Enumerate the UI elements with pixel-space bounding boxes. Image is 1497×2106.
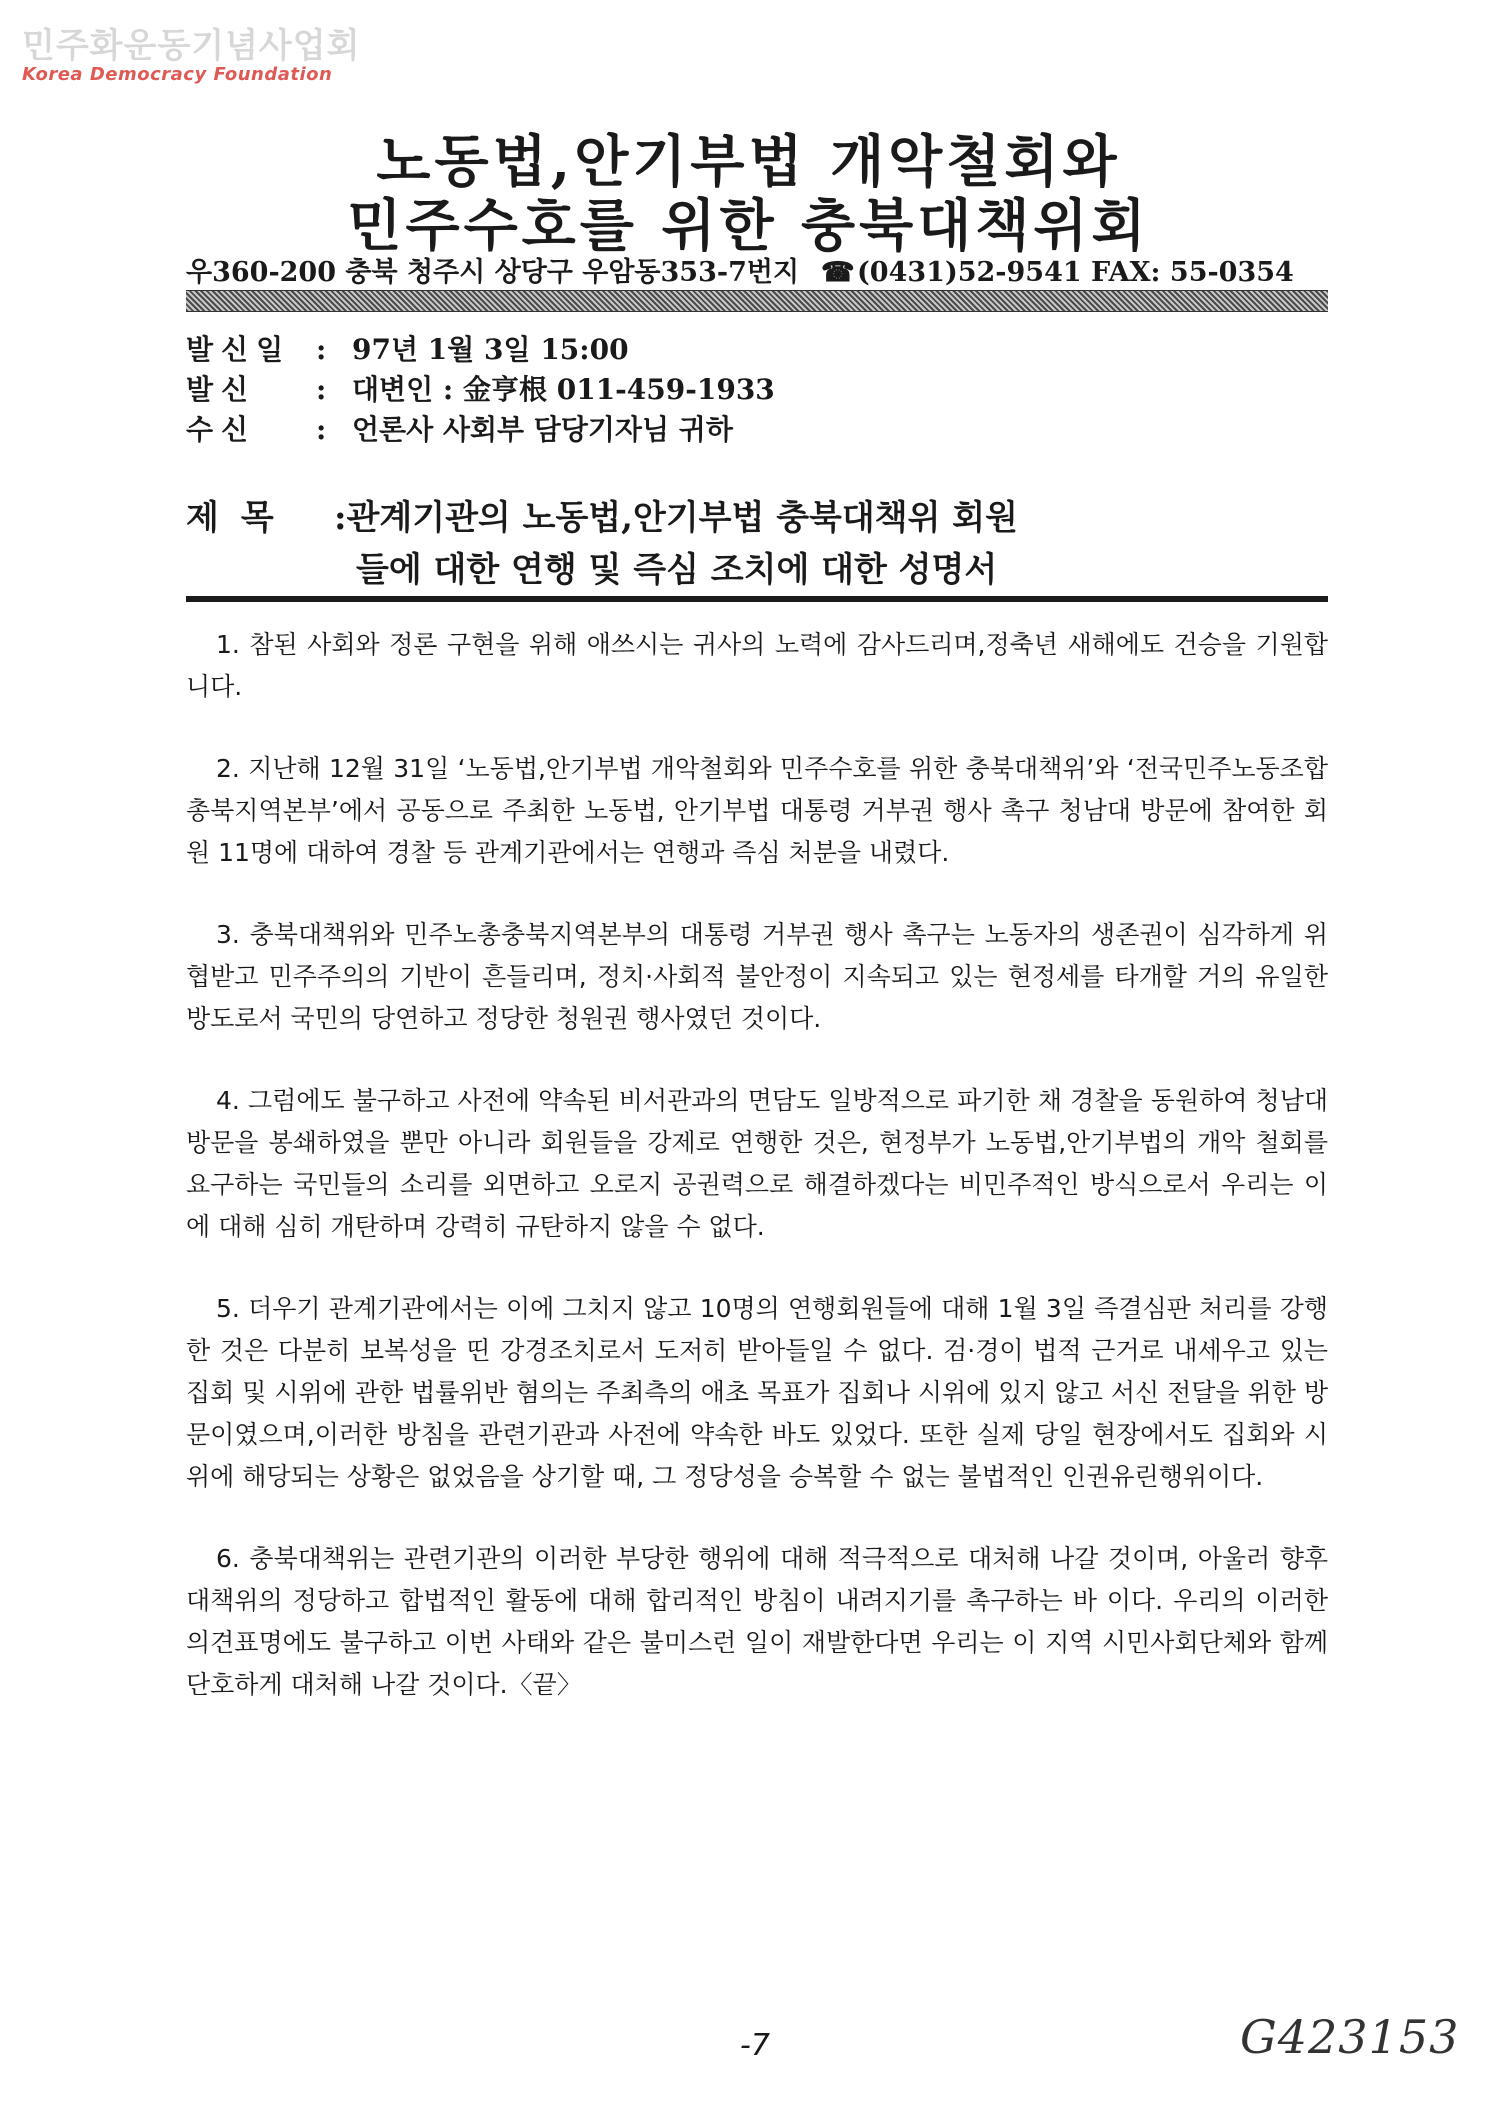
subject-label: 제목 [186, 498, 296, 538]
meta-sender-row [186, 368, 775, 408]
phone-icon: ☎ [821, 257, 855, 288]
recipient-label: 수신 [186, 413, 257, 446]
recipient-colon: : [316, 413, 327, 446]
contact-numbers: (0431)52-9541 FAX: 55-0354 [857, 257, 1294, 288]
subject-block [186, 492, 1336, 596]
paragraph-2: 2. 지난해 12월 31일 ‘노동법,안기부법 개악철회와 민주수호를 위한 충북대책위’와 ‘전국민주노동조합총북지역본부’에서 공동으로 주최한 노동법, 안기부법 대통령 거부권 행사 촉구 청남대 방문에 참여한 회원 11명에 대하여 경찰 등 관계기관에서는 연행과 즉심 처분을 내렸다. [186, 754, 1328, 867]
watermark-korean: 민주화운동기념사업회 [22, 26, 361, 66]
address-text: 우360-200 충북 청주시 상당구 우암동353-7번지 [186, 257, 800, 288]
subject-line2: 들에 대한 연행 및 즉심 조치에 대한 성명서 [356, 550, 998, 590]
address-line [186, 250, 1316, 289]
recipient-value: 언론사 사회부 담당기자님 귀하 [352, 413, 733, 446]
paragraph-6: 6. 충북대책위는 관련기관의 이러한 부당한 행위에 대해 적극적으로 대처해 나갈 것이며, 아울러 향후 대책위의 정당하고 합법적인 활동에 대해 합리적인 방침이 내려지기를 촉구하는 바 이다. 우리의 이러한 의견표명에도 불구하고 이번 사태와 같은 불미스런 일이 재발한다면 우리는 이 지역 시민사회단체와 함께 단호하게 대처해 나갈 것이다.〈끝〉 [186, 1544, 1328, 1699]
sender-value: 대변인 : 金亨根 011-459-1933 [352, 373, 775, 406]
date-label: 발신일 [186, 333, 292, 366]
date-value: 97년 1월 3일 15:00 [352, 333, 629, 366]
paragraph-5: 5. 더우기 관계기관에서는 이에 그치지 않고 10명의 연행회원들에 대해 1월 3일 즉결심판 처리를 강행한 것은 다분히 보복성을 띤 강경조치로서 도저히 받아들일 수 없다. 검·경이 법적 근거로 내세우고 있는 집회 및 시위에 관한 법률위반 혐의는 주최측의 애초 목표가 집회나 시위에 있지 않고 서신 전달을 위한 방문이였으며,이러한 방침을 관련기관과 사전에 약속한 바도 있었다. 또한 실제 당일 현장에서도 집회와 시위에 해당되는 상황은 없었음을 상기할 때, 그 정당성을 승복할 수 없는 불법적인 인권유린행위이다. [186, 1294, 1328, 1491]
paragraph-1: 1. 참된 사회와 정론 구현을 위해 애쓰시는 귀사의 노력에 감사드리며,정축년 새해에도 건승을 기원합니다. [186, 630, 1328, 701]
handwritten-document-id: G423153 [1240, 2010, 1460, 2064]
sender-colon: : [316, 373, 327, 406]
paragraph-3: 3. 충북대책위와 민주노총충북지역본부의 대통령 거부권 행사 촉구는 노동자의 생존권이 심각하게 위협받고 민주주의의 기반이 흔들리며, 정치·사회적 불안정이 지속되고 있는 현정세를 타개할 거의 유일한 방도로서 국민의 당연하고 정당한 청원권 행사였던 것이다. [186, 920, 1328, 1033]
meta-date-row [186, 328, 629, 368]
document-title-line2: 민주수호를 위한 충북대책위회 [347, 193, 1150, 259]
subject-line1: :관계기관의 노동법,안기부법 충북대책위 회원 [334, 498, 1018, 538]
meta-recipient-row [186, 408, 733, 448]
date-colon: : [316, 333, 327, 366]
subject-underline [186, 596, 1328, 602]
statement-body [186, 624, 1328, 1746]
page-number: -7 [740, 2028, 770, 2063]
watermark-english: Korea Democracy Foundation [22, 64, 333, 85]
document-title-line1: 노동법,안기부법 개악철회와 [376, 129, 1121, 195]
hatched-divider [186, 290, 1328, 312]
sender-label: 발신 [186, 373, 257, 406]
paragraph-4: 4. 그럼에도 불구하고 사전에 약속된 비서관과의 면담도 일방적으로 파기한 채 경찰을 동원하여 청남대 방문을 봉쇄하였을 뿐만 아니라 회원들을 강제로 연행한 것은, 현정부가 노동법,안기부법의 개악 철회를 요구하는 국민들의 소리를 외면하고 오로지 공권력으로 해결하겠다는 비민주적인 방식으로서 우리는 이에 대해 심히 개탄하며 강력히 규탄하지 않을 수 없다. [186, 1086, 1328, 1241]
